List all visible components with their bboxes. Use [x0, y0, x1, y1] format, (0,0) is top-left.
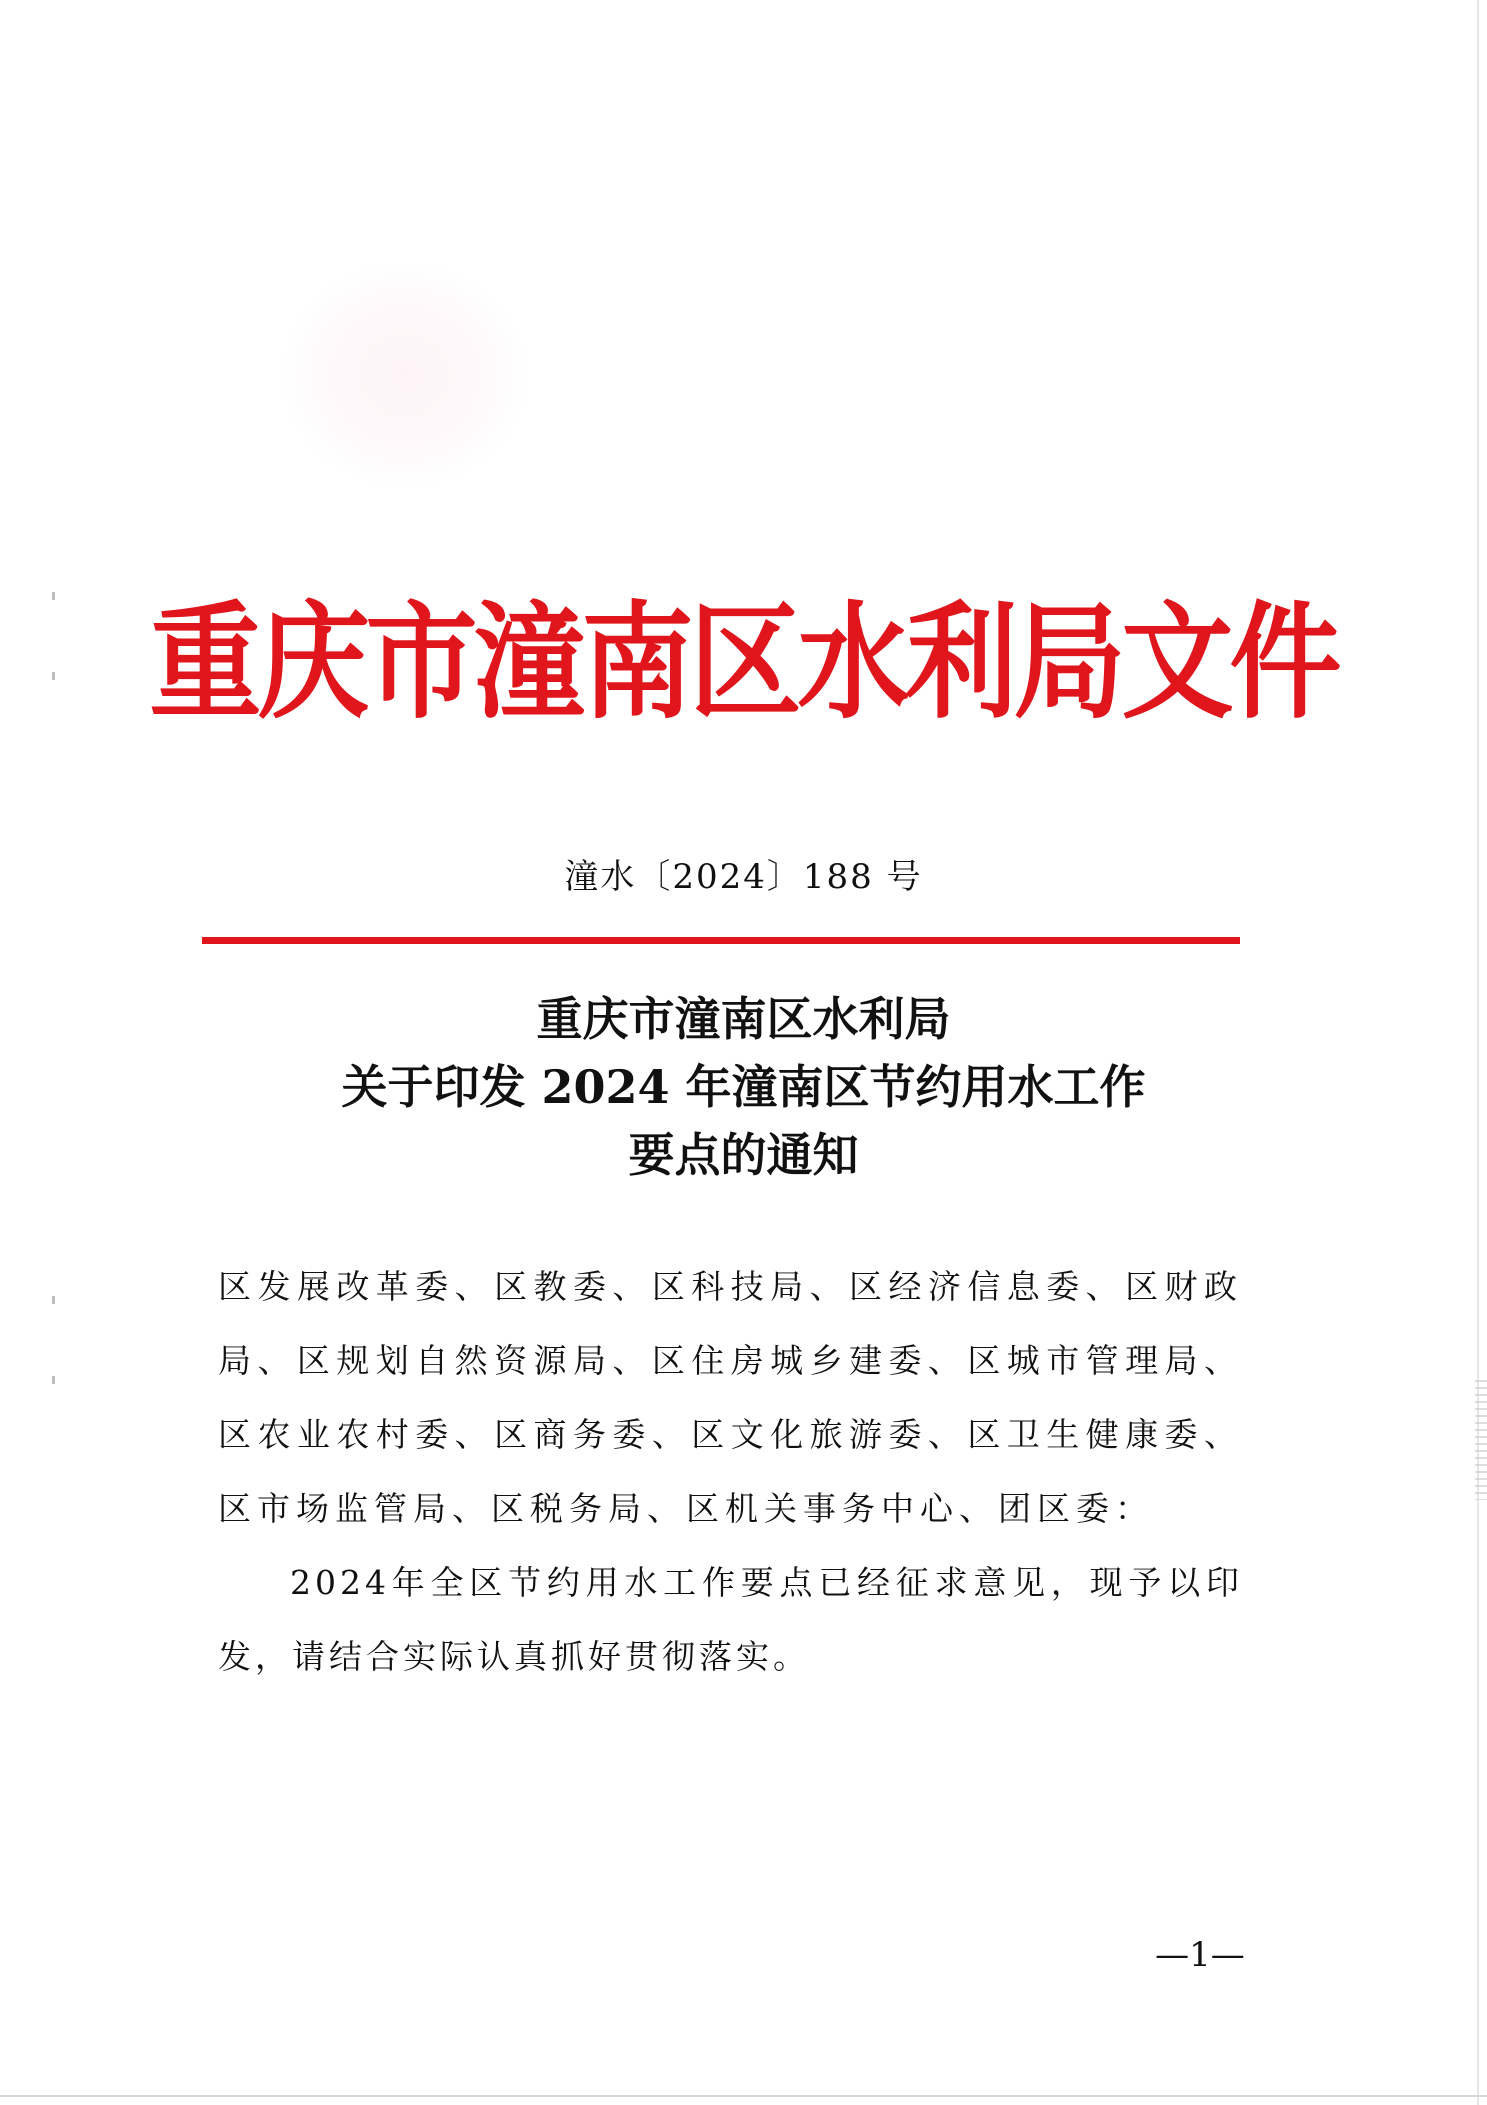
- red-separator-line: [202, 937, 1240, 944]
- document-title: [0, 985, 1487, 1189]
- scan-edge-bottom: [0, 2095, 1487, 2097]
- title-line-3: 要点的通知: [628, 1128, 859, 1182]
- title-line-1: 重庆市潼南区水利局: [536, 992, 951, 1046]
- scan-speck: [52, 1296, 55, 1304]
- addressee-list: 区发展改革委、区教委、区科技局、区经济信息委、区财政局、区规划自然资源局、区住房城乡建委、区城市管理局、区农业农村委、区商务委、区文化旅游委、区卫生健康委、区市场监管局、区税务局、区机关事务中心、团区委：: [218, 1267, 1243, 1528]
- scan-speck: [52, 1376, 55, 1384]
- title-line-2: 关于印发 2024 年潼南区节约用水工作: [341, 1060, 1146, 1114]
- scan-marks: [1475, 1380, 1487, 1500]
- document-masthead: 重庆市潼南区水利局文件: [149, 590, 1338, 737]
- page-number: —1—: [1155, 1935, 1245, 1975]
- faded-seal: [280, 260, 530, 490]
- document-number: 潼水〔2024〕188 号: [564, 857, 923, 897]
- body-paragraph: 2024年全区节约用水工作要点已经征求意见，现予以印发，请结合实际认真抓好贯彻落实。: [218, 1563, 1243, 1676]
